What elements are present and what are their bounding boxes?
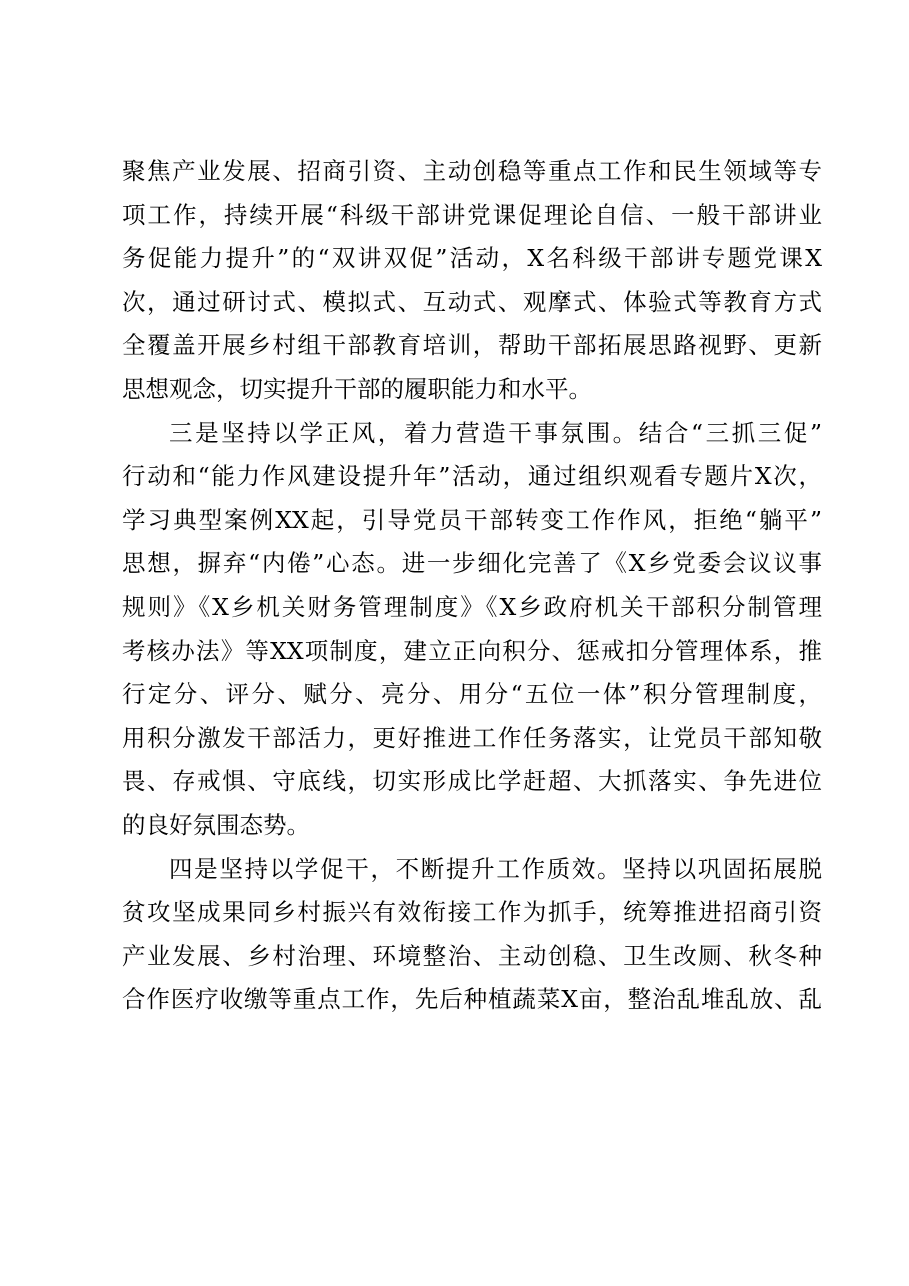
text-line: 考核办法》等XX项制度，建立正向积分、惩戒扣分管理体系，推 [122, 636, 822, 665]
text-line: 思想，摒弃“内倦”心态。进一步细化完善了《X乡党委会议议事 [122, 549, 822, 578]
text-line: 行动和“能力作风建设提升年”活动，通过组织观看专题片X次， [122, 462, 822, 491]
text-line: 学习典型案例XX起，引导党员干部转变工作作风，拒绝“躺平” [122, 505, 822, 534]
text-line: 次，通过研讨式、模拟式、互动式、观摩式、体验式等教育方式 [122, 287, 822, 316]
text-line: 行定分、评分、赋分、亮分、用分“五位一体”积分管理制度， [122, 680, 822, 709]
text-line: 聚焦产业发展、招商引资、主动创稳等重点工作和民生领域等专 [122, 157, 822, 185]
text-line: 规则》《X乡机关财务管理制度》《X乡政府机关干部积分制管理 [122, 592, 822, 621]
text-line: 合作医疗收缴等重点工作，先后种植蔬菜X亩，整治乱堆乱放、乱 [122, 985, 822, 1014]
text-line: 的良好氛围态势。 [122, 810, 310, 839]
text-line: 用积分激发干部活力，更好推进工作任务落实，让党员干部知敬 [122, 723, 822, 752]
text-line: 项工作，持续开展“科级干部讲党课促理论自信、一般干部讲业 [122, 200, 822, 229]
text-line: 产业发展、乡村治理、环境整治、主动创稳、卫生改厕、秋冬种 [122, 941, 822, 970]
text-line: 贫攻坚成果同乡村振兴有效衔接工作为抓手，统筹推进招商引资 [122, 898, 822, 927]
body-text [122, 150, 822, 1022]
text-line: 全覆盖开展乡村组干部教育培训，帮助干部拓展思路视野、更新 [122, 331, 822, 360]
paragraph-heading-line: 三是坚持以学正风，着力营造干事氛围。结合“三抓三促” [169, 418, 822, 447]
paragraph-heading-line: 四是坚持以学促干，不断提升工作质效。坚持以巩固拓展脱 [169, 854, 822, 883]
text-line: 务促能力提升”的“双讲双促”活动，X名科级干部讲专题党课X [122, 244, 822, 273]
text-line: 畏、存戒惧、守底线，切实形成比学赶超、大抓落实、争先进位 [122, 767, 822, 796]
text-line: 思想观念，切实提升干部的履职能力和水平。 [122, 374, 592, 403]
